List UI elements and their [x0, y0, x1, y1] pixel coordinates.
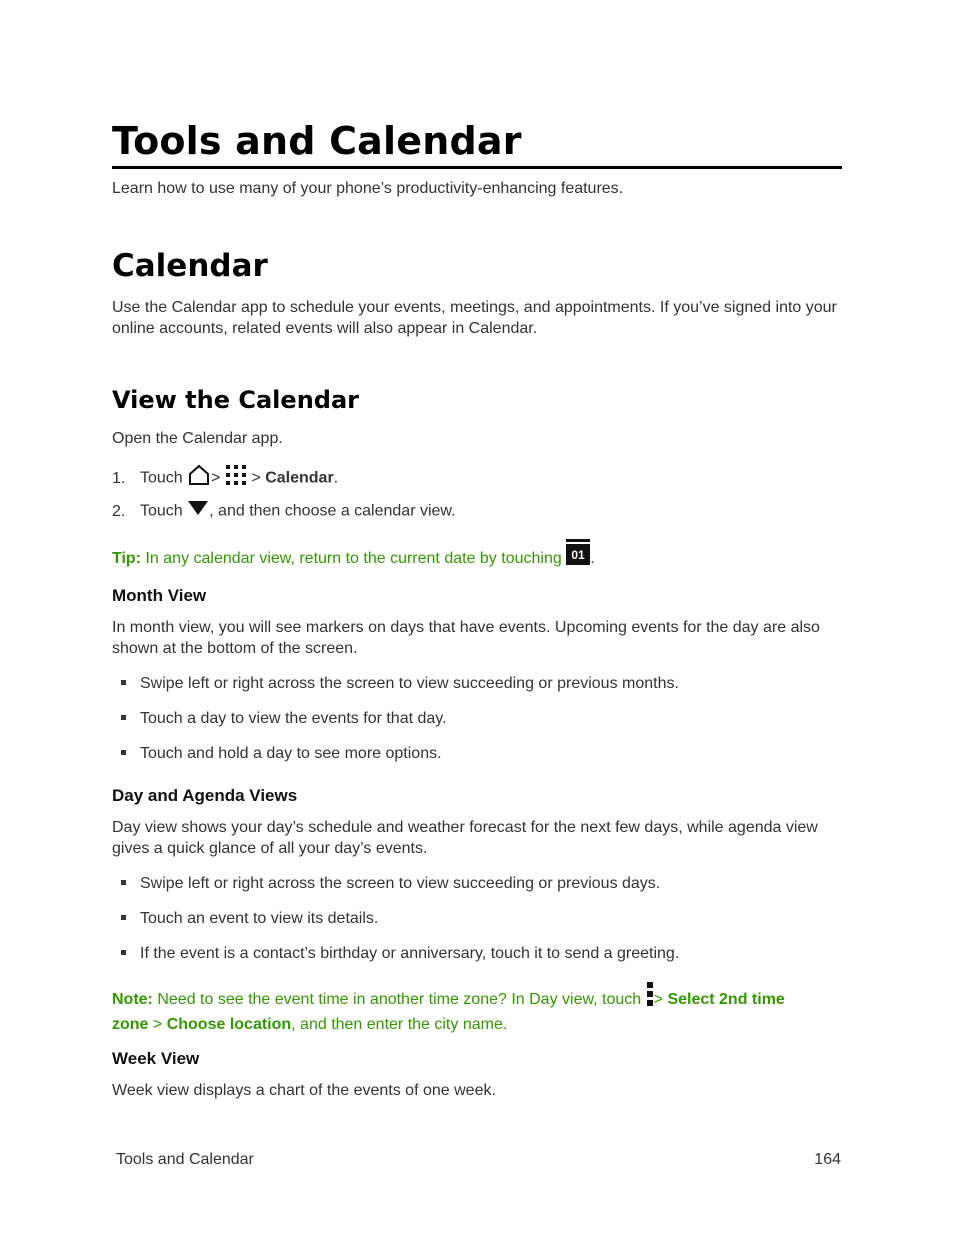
- step-end: .: [333, 469, 339, 487]
- step-text: Touch: [140, 469, 183, 487]
- note-end: , and then enter the city name.: [291, 1016, 508, 1033]
- month-view-heading: Month View: [112, 586, 207, 605]
- note-separator: >: [152, 1016, 163, 1033]
- step-number: 2.: [112, 502, 126, 520]
- tip-label: Tip:: [112, 550, 142, 568]
- tip-text: In any calendar view, return to the current date by touching: [145, 550, 562, 568]
- tip-note: [112, 543, 842, 575]
- view-calendar-lead: Open the Calendar app.: [112, 430, 283, 447]
- list-item: [121, 743, 442, 765]
- list-item-text: If the event is a contact’s birthday or anniversary, touch it to send a greeting.: [140, 945, 680, 962]
- step-1: [112, 464, 338, 493]
- apps-grid-icon: [225, 464, 247, 493]
- calendar-heading: Calendar: [112, 248, 268, 284]
- step-number: 1.: [112, 469, 126, 487]
- step-separator: >: [211, 469, 221, 487]
- list-item: [121, 708, 447, 730]
- list-item: [121, 873, 660, 895]
- view-calendar-heading: View the Calendar: [112, 386, 359, 414]
- footer-section: Tools and Calendar: [116, 1151, 254, 1168]
- intro-text: Learn how to use many of your phone’s productivity-enhancing features.: [112, 180, 624, 197]
- footer-page-number: 164: [814, 1151, 841, 1168]
- list-item: [121, 673, 679, 695]
- month-view-body: In month view, you will see markers on days that have events. Upcoming events for the day are also shown at the bottom of the screen.: [112, 619, 820, 657]
- day-agenda-heading: Day and Agenda Views: [112, 786, 298, 805]
- week-view-heading: Week View: [112, 1049, 200, 1068]
- more-menu-icon: [646, 982, 654, 1012]
- list-item: [121, 908, 378, 930]
- note-text: Need to see the event time in another time zone? In Day view, touch: [157, 991, 642, 1009]
- step-rest: , and then choose a calendar view.: [209, 502, 456, 520]
- list-item: [121, 943, 679, 965]
- today-calendar-icon: [566, 539, 590, 571]
- note-separator: >: [653, 991, 663, 1009]
- calendar-body: Use the Calendar app to schedule your events, meetings, and appointments. If you’ve signed into your online accounts, related events will also appear in Calendar.: [112, 299, 837, 337]
- list-item-text: Touch a day to view the events for that day.: [140, 710, 447, 727]
- step-separator: >: [251, 469, 261, 487]
- note-label: Note:: [112, 991, 153, 1009]
- today-icon-text: 01: [571, 548, 585, 562]
- list-item-text: Swipe left or right across the screen to view succeeding or previous months.: [140, 675, 679, 692]
- home-icon: [187, 464, 211, 493]
- week-view-body: Week view displays a chart of the events of one week.: [112, 1082, 496, 1099]
- select-2nd-time-label: Select 2nd time: [667, 991, 785, 1009]
- note-box: [112, 985, 842, 1035]
- choose-location-label: Choose location: [166, 1016, 292, 1033]
- tip-end: .: [590, 550, 595, 568]
- list-item-text: Swipe left or right across the screen to view succeeding or previous days.: [140, 875, 661, 892]
- select-2nd-time-zone-label: zone: [112, 1016, 149, 1033]
- list-item-text: Touch and hold a day to see more options.: [140, 745, 442, 762]
- dropdown-triangle-icon: [187, 500, 209, 523]
- calendar-app-label: Calendar: [265, 469, 334, 487]
- list-item-text: Touch an event to view its details.: [140, 910, 379, 927]
- day-agenda-body: Day view shows your day’s schedule and weather forecast for the next few days, while agenda view gives a quick glance of all your day’s events.: [112, 819, 818, 857]
- step-text: Touch: [140, 502, 183, 520]
- step-2: [112, 500, 456, 523]
- page-title: Tools and Calendar: [112, 118, 842, 169]
